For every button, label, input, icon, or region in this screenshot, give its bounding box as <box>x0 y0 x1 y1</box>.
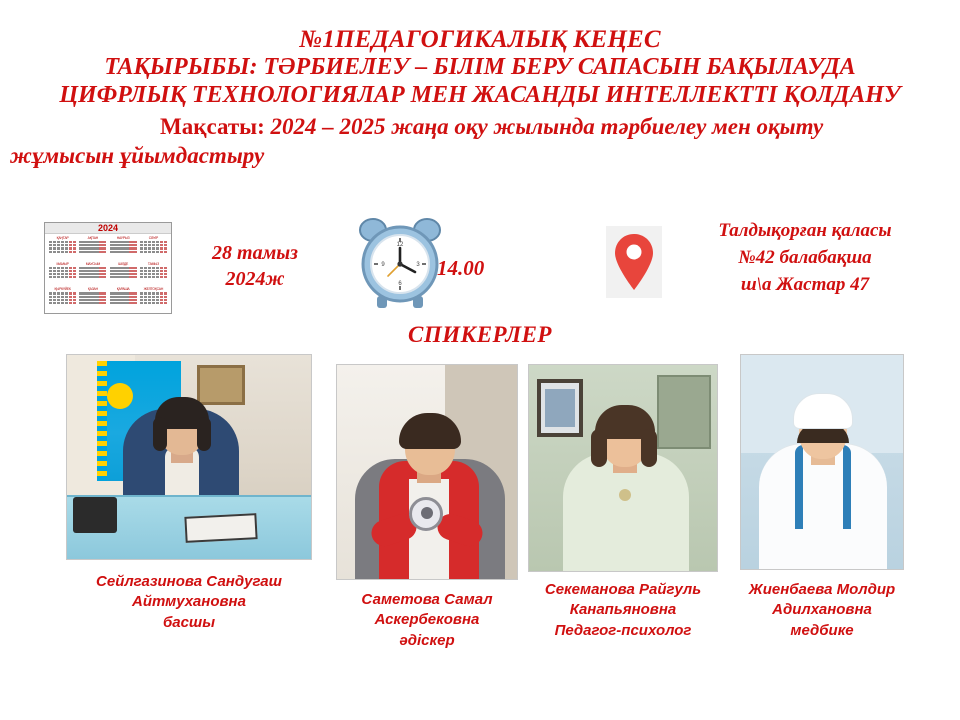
speaker-role: Педагог-психолог <box>554 621 692 639</box>
speaker-name-line-2: Аскербековна <box>374 611 480 629</box>
address-line-1: Талдықорған қаласы <box>718 220 892 241</box>
calendar-month: НАУРЫЗ <box>109 236 138 261</box>
address-line-3: ш\а Жастар 47 <box>740 273 870 295</box>
calendar-month: СӘУІР <box>139 236 168 261</box>
goal-text-line-2: жұмысын ұйымдастыру <box>10 142 265 168</box>
calendar-year-label: 2024 <box>45 223 171 234</box>
calendar-month: ҚАЗАН <box>78 287 107 312</box>
goal-label: Мақсаты: <box>160 114 265 140</box>
event-date-line-1: 28 тамыз <box>212 242 298 264</box>
speaker-card <box>336 364 518 651</box>
speaker-caption <box>528 580 718 641</box>
calendar-months-grid <box>45 234 171 314</box>
event-address <box>660 218 950 299</box>
speaker-card <box>66 354 312 633</box>
address-line-2: №42 балабақша <box>738 246 872 268</box>
alarm-clock-icon <box>355 214 447 315</box>
topic-line-2: ЦИФРЛЫҚ ТЕХНОЛОГИЯЛАР МЕН ЖАСАНДЫ ИНТЕЛЛЕКТТІ ҚОЛДАНУ <box>59 81 901 108</box>
calendar-month: ЖЕЛТОҚСАН <box>139 287 168 312</box>
speakers-title: СПИКЕРЛЕР <box>408 322 552 347</box>
speaker-caption <box>740 580 904 641</box>
goal-text-line-1: 2024 – 2025 жаңа оқу жылында тәрбиелеу мен оқыту <box>270 114 824 140</box>
speaker-photo <box>528 364 718 572</box>
speakers-list <box>0 352 960 692</box>
calendar-month: МАУСЫМ <box>78 262 107 287</box>
speaker-card <box>528 364 718 641</box>
speaker-name-line-2: Айтмухановна <box>132 593 246 611</box>
speaker-role: басшы <box>162 613 216 631</box>
speaker-card <box>740 354 904 641</box>
speaker-name-line-1: Секеманова Райгуль <box>544 581 702 598</box>
speaker-name-line-2: Канапьяновна <box>569 601 677 619</box>
speaker-caption <box>66 572 312 633</box>
svg-text:6: 6 <box>398 281 402 287</box>
speaker-name-line-1: Жиенбаева Молдир <box>748 581 896 598</box>
calendar-month: ҚЫРКҮЙЕК <box>48 287 77 312</box>
council-title: №1ПЕДАГОГИКАЛЫҚ КЕҢЕС <box>299 26 661 53</box>
topic-line-1: ТАҚЫРЫБЫ: ТӘРБИЕЛЕУ – БІЛІМ БЕРУ САПАСЫН БАҚЫЛАУДА <box>104 54 856 80</box>
svg-text:12: 12 <box>396 242 404 248</box>
speaker-photo <box>336 364 518 580</box>
calendar-month: ҚАРАША <box>109 287 138 312</box>
event-date <box>180 240 330 292</box>
poster-header <box>0 26 960 171</box>
speaker-role: әдіскер <box>399 631 455 649</box>
calendar-month: ҚАҢТАР <box>48 236 77 261</box>
calendar-icon <box>44 222 172 314</box>
speaker-photo <box>66 354 312 560</box>
goal-block <box>0 113 960 171</box>
speaker-name-line-1: Сейлгазинова Сандугаш <box>96 573 282 590</box>
svg-text:9: 9 <box>381 262 385 268</box>
speaker-role: медбике <box>790 621 854 639</box>
speaker-photo <box>740 354 904 570</box>
svg-text:3: 3 <box>416 262 420 268</box>
event-time: 14.00 <box>437 256 485 280</box>
map-pin-icon <box>606 226 662 303</box>
calendar-month: МАМЫР <box>48 262 77 287</box>
calendar-month: АҚПАН <box>78 236 107 261</box>
event-date-line-2: 2024ж <box>225 268 285 290</box>
speaker-name-line-1: Саметова Самал <box>361 591 493 608</box>
event-info-row <box>0 212 960 312</box>
speaker-name-line-2: Адилхановна <box>772 601 872 619</box>
calendar-month: ТАМЫЗ <box>139 262 168 287</box>
speaker-caption <box>336 590 518 651</box>
calendar-month: ШІЛДЕ <box>109 262 138 287</box>
